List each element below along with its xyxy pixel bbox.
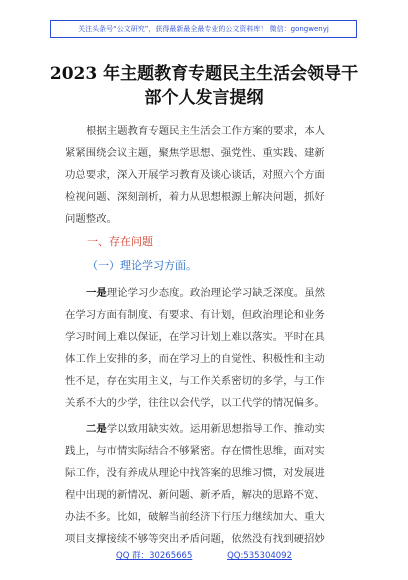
para2-line: 际工作，没有养成从理论中找答案的思维习惯，对发展进 (65, 467, 325, 479)
qq-group-link[interactable]: QQ 群：30265665 (116, 551, 193, 561)
para2-text: 学以致用缺实效。运用新思想指导工作、推动实 (106, 423, 325, 435)
para1-lead: 一是 (86, 287, 107, 299)
intro-line: 问题整改。 (65, 213, 117, 225)
para1-first-line (86, 282, 351, 304)
qq-contact-link[interactable]: QQ:535304092 (227, 551, 292, 561)
intro-line: 紧紧围绕会议主题，聚焦学思想、强党性、重实践、建新 (65, 147, 325, 159)
para2-line: 办法不多。比如，破解当前经济下行压力继续加大、重大 (65, 511, 325, 523)
promo-banner[interactable] (50, 20, 357, 38)
title-line-2: 部个人发言提纲 (144, 88, 264, 108)
promo-banner-text: 关注头条号“公文研究”，获得最新最全最专业的公文资料库！ 微信：gongwenyj (78, 25, 329, 33)
para1-line: 学习时间上难以保证，在学习计划上难以落实。平时在具 (65, 331, 325, 343)
title-line-1: 2023 年主题教育专题民主生活会领导干 (49, 64, 359, 84)
document-title (48, 62, 360, 110)
para2-line: 程中出现的新情况、新问题、新矛盾，解决的思路不宽、 (65, 489, 325, 501)
para1-line: 在学习方面有制度、有要求、有计划，但政治理论和业务 (65, 309, 325, 321)
para2-lead: 二是 (86, 423, 107, 435)
para2-line: 践上，与市情实际结合不够紧密。存在惯性思维，面对实 (65, 445, 325, 457)
para1-line: 性不足，存在实用主义，与工作关系密切的多学，与工作 (65, 375, 325, 387)
para2-line: 项目支撑接续不够等突出矛盾问题，依然没有找到硬招妙 (65, 533, 325, 545)
intro-line: 检视问题、深刻剖析，着力从思想根源上解决问题，抓好 (65, 191, 325, 203)
para1-line: 体工作上安排的多，而在学习上的自觉性、积极性和主动 (65, 353, 325, 365)
subsection-heading: （一）理论学习方面。 (87, 259, 197, 272)
section-heading: 一、存在问题 (87, 235, 153, 248)
para2-first-line (86, 418, 351, 440)
page-footer (0, 549, 408, 561)
intro-line: 功总要求，深入开展学习教育及谈心谈话，对照六个方面 (65, 169, 325, 181)
intro-line: 根据主题教育专题民主生活会工作方案的要求，本人 (86, 125, 325, 137)
para1-line: 关系不大的少学，往往以会代学，以工代学的情况偏多。 (65, 397, 325, 409)
para1-text: 理论学习少态度。政治理论学习缺乏深度。虽然 (106, 287, 325, 299)
